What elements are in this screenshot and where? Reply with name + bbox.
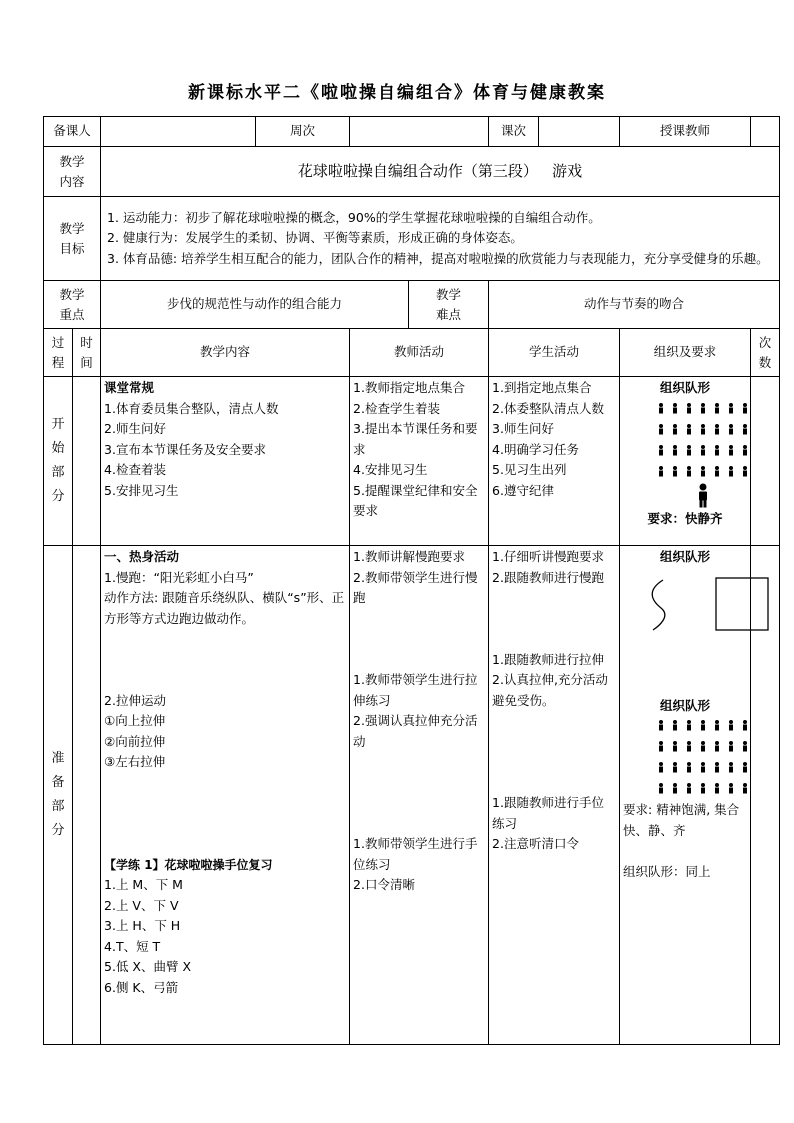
goal-item-3: 3. 体育品德: 培养学生相互配合的能力，团队合作的精神，提高对啦啦操的欣赏能力与表现能力，充分享受健身的乐趣。 xyxy=(107,250,769,266)
students-formation-icon xyxy=(659,720,747,794)
start-char1: 开 xyxy=(51,417,65,432)
stretch-student-item: 1.跟随教师进行拉伸 xyxy=(492,651,604,667)
preparer-value xyxy=(101,117,256,147)
start-content-item: 5.安排见习生 xyxy=(104,482,179,498)
warmup-teacher-item: 2.教师带领学生进行慢跑 xyxy=(353,569,478,605)
col-count xyxy=(751,329,780,377)
practice-line: 2.上 V、下 V xyxy=(104,897,179,913)
key-point-label xyxy=(44,281,101,329)
start-section-name xyxy=(44,377,73,546)
stretch-org-title: 组织队形 xyxy=(660,697,711,713)
warmup-org-title: 组织队形 xyxy=(660,549,711,564)
content-label-line2: 内容 xyxy=(59,173,85,189)
prep-teacher xyxy=(350,546,489,1045)
practice-line: 4.T、短 T xyxy=(104,938,161,954)
start-char3: 部 xyxy=(51,465,65,480)
col-process-char1: 过 xyxy=(51,334,65,350)
lesson-plan-table xyxy=(43,116,780,1045)
practice-org-text: 组织队形：同上 xyxy=(623,863,711,879)
practice-line: 6.侧 K、弓箭 xyxy=(104,979,179,995)
prep-student xyxy=(489,546,620,1045)
start-student-item: 3.师生问好 xyxy=(492,421,554,436)
practice-student-item: 1.跟随教师进行手位练习 xyxy=(492,795,604,831)
start-org-requirement: 要求：快静齐 xyxy=(647,510,723,526)
start-student-item: 6.遵守纪律 xyxy=(492,482,554,498)
prep-char4: 分 xyxy=(51,823,65,838)
col-process-char2: 程 xyxy=(51,354,65,370)
goals-label-line2: 目标 xyxy=(59,240,85,256)
key-label-line1: 教学 xyxy=(59,286,85,302)
col-student: 学生活动 xyxy=(489,329,620,377)
stretch-teacher-item: 1.教师带领学生进行拉伸练习 xyxy=(353,672,478,708)
prep-content xyxy=(101,546,350,1045)
prep-section-row xyxy=(44,546,780,1045)
goal-item-1: 1. 运动能力：初步了解花球啦啦操的概念，90%的学生掌握花球啦啦操的自编组合动作。 xyxy=(107,209,601,225)
teacher-label: 授课教师 xyxy=(620,117,751,147)
practice-line: 1.上 M、下 M xyxy=(104,877,183,892)
difficult-point-value: 动作与节奏的吻合 xyxy=(489,281,780,329)
stretch-line: 2.拉伸运动 xyxy=(104,692,166,708)
prep-org xyxy=(620,546,751,1045)
week-value xyxy=(350,117,489,147)
start-org xyxy=(620,377,751,546)
goals-label xyxy=(44,197,101,281)
prep-char1: 准 xyxy=(51,751,65,766)
students-formation-icon xyxy=(659,403,747,477)
stretch-student-item: 2.认真拉伸,充分活动避免受伤。 xyxy=(492,672,608,708)
start-org-title: 组织队形 xyxy=(660,380,711,395)
practice-student-item: 2.注意听清口令 xyxy=(492,836,579,851)
start-teacher-item: 1.教师指定地点集合 xyxy=(353,380,465,395)
start-student-item: 2.体委整队清点人数 xyxy=(492,400,604,416)
practice-teacher-item: 1.教师带领学生进行手位练习 xyxy=(353,836,478,872)
diff-label-line1: 教学 xyxy=(436,286,462,302)
start-char4: 分 xyxy=(51,489,65,504)
prep-count xyxy=(751,546,780,1045)
warmup-student-item: 1.仔细听讲慢跑要求 xyxy=(492,549,604,564)
stretch-org-requirement: 要求: 精神饱满, 集合快、静、齐 xyxy=(623,802,740,838)
key-point-value: 步伐的规范性与动作的组合能力 xyxy=(101,281,409,329)
start-content-item: 4.检查着装 xyxy=(104,462,166,477)
warmup-teacher-item: 1.教师讲解慢跑要求 xyxy=(353,549,465,564)
start-char2: 始 xyxy=(51,441,65,456)
lesson-label: 课次 xyxy=(489,117,539,147)
warmup-line: 动作方法: 跟随音乐绕纵队、横队“s”形、正方形等方式边跑边做动作。 xyxy=(104,590,345,626)
warmup-line: 1.慢跑：“阳光彩虹小白马” xyxy=(104,569,254,585)
warmup-title: 一、热身活动 xyxy=(104,549,180,564)
start-teacher-item: 3.提出本节课任务和要求 xyxy=(353,421,478,457)
prep-time xyxy=(73,546,101,1045)
col-teacher: 教师活动 xyxy=(350,329,489,377)
practice-line: 5.低 X、曲臂 X xyxy=(104,959,192,974)
content-label xyxy=(44,147,101,197)
stretch-line: ②向前拉伸 xyxy=(104,733,166,749)
start-student xyxy=(489,377,620,546)
start-time xyxy=(73,377,101,546)
col-process xyxy=(44,329,73,377)
stretch-teacher-item: 2.强调认真拉伸充分活动 xyxy=(353,713,478,749)
col-count-char1: 次 xyxy=(758,334,772,350)
start-student-item: 1.到指定地点集合 xyxy=(492,380,592,395)
start-section-row xyxy=(44,377,780,546)
content-row xyxy=(44,147,780,197)
goal-item-2: 2. 健康行为：发展学生的柔韧、协调、平衡等素质，形成正确的身体姿态。 xyxy=(107,230,523,246)
start-teacher xyxy=(350,377,489,546)
col-count-char2: 数 xyxy=(758,354,772,370)
lesson-value xyxy=(539,117,620,147)
practice-title: 【学练 1】花球啦啦操手位复习 xyxy=(104,857,273,872)
week-label: 周次 xyxy=(256,117,350,147)
focus-row xyxy=(44,281,780,329)
start-content-item: 1.体育委员集合整队，清点人数 xyxy=(104,400,279,416)
start-student-item: 4.明确学习任务 xyxy=(492,441,579,457)
header-row xyxy=(44,117,780,147)
start-teacher-item: 5.提醒课堂纪律和安全要求 xyxy=(353,482,478,518)
stretch-line: ③左右拉伸 xyxy=(104,754,166,769)
col-org: 组织及要求 xyxy=(620,329,751,377)
start-teacher-item: 4.安排见习生 xyxy=(353,462,428,477)
col-time xyxy=(73,329,101,377)
col-time-char2: 间 xyxy=(80,354,93,370)
stretch-line: ①向上拉伸 xyxy=(104,713,166,728)
column-header-row xyxy=(44,329,780,377)
practice-teacher-item: 2.口令清晰 xyxy=(353,877,415,892)
goals-label-line1: 教学 xyxy=(59,220,85,236)
prep-char2: 备 xyxy=(51,775,65,790)
start-content-title: 课堂常规 xyxy=(104,380,155,395)
goals-row xyxy=(44,197,780,281)
teacher-value xyxy=(751,117,780,147)
practice-line: 3.上 H、下 H xyxy=(104,918,181,933)
start-content-item: 2.师生问好 xyxy=(104,421,166,436)
document-title: 新课标水平二《啦啦操自编组合》体育与健康教案 xyxy=(188,83,606,103)
difficult-point-label xyxy=(409,281,489,329)
goals-content xyxy=(101,197,780,281)
s-curve-icon xyxy=(652,580,665,630)
col-time-char1: 时 xyxy=(80,334,93,350)
prep-char3: 部 xyxy=(51,799,65,814)
col-content: 教学内容 xyxy=(101,329,350,377)
preparer-label: 备课人 xyxy=(44,117,101,147)
warmup-student-item: 2.跟随教师进行慢跑 xyxy=(492,569,604,585)
start-count xyxy=(751,377,780,546)
prep-section-name xyxy=(44,546,73,1045)
start-content-item: 3.宣布本节课任务及安全要求 xyxy=(104,441,266,457)
start-teacher-item: 2.检查学生着装 xyxy=(353,400,440,416)
content-value: 花球啦啦操自编组合动作（第三段） 游戏 xyxy=(101,147,780,197)
content-label-line1: 教学 xyxy=(59,153,85,169)
start-content xyxy=(101,377,350,546)
diff-label-line2: 难点 xyxy=(436,306,462,322)
key-label-line2: 重点 xyxy=(59,306,85,322)
start-student-item: 5.见习生出列 xyxy=(492,462,567,477)
